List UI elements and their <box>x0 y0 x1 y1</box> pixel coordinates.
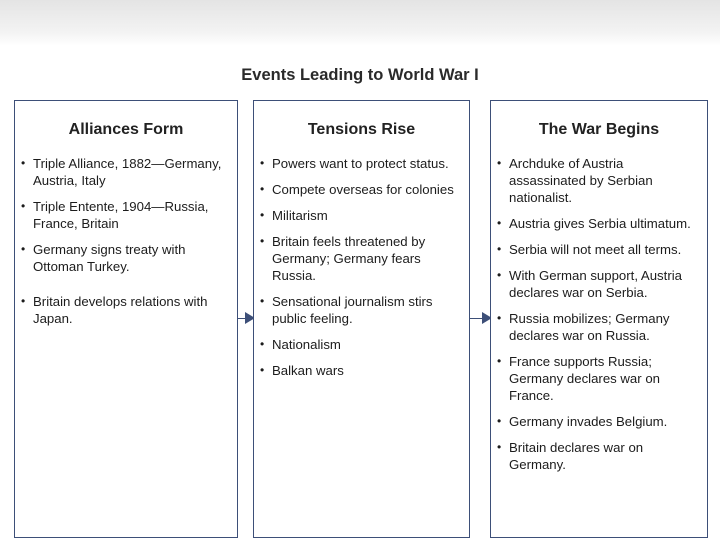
list-item: • Balkan wars <box>258 362 461 379</box>
panel-tensions-rise <box>253 100 470 538</box>
list-item: • France supports Russia; Germany declares war on France. <box>495 353 699 404</box>
flow-arrow-1 <box>238 318 251 319</box>
diagram-title: Events Leading to World War I <box>241 66 479 84</box>
list-item: • Triple Entente, 1904—Russia, France, Britain <box>19 198 229 232</box>
list-item: • Britain feels threatened by Germany; Germany fears Russia. <box>258 233 461 284</box>
list-item: • With German support, Austria declares war on Serbia. <box>495 267 699 301</box>
list-item: • Compete overseas for colonies <box>258 181 461 198</box>
panel-list <box>254 155 469 379</box>
list-item: • Sensational journalism stirs public feeling. <box>258 293 461 327</box>
list-item: • Nationalism <box>258 336 461 353</box>
list-item: • Austria gives Serbia ultimatum. <box>495 215 699 232</box>
panel-list <box>15 155 237 327</box>
list-item: • Archduke of Austria assassinated by Serbian nationalist. <box>495 155 699 206</box>
list-item: • Britain develops relations with Japan. <box>19 293 229 327</box>
panel-heading: Tensions Rise <box>307 121 416 138</box>
header-band <box>0 0 720 46</box>
list-item: • Germany signs treaty with Ottoman Turkey. <box>19 241 229 275</box>
list-item: • Britain declares war on Germany. <box>495 439 699 473</box>
panel-alliances-form <box>14 100 238 538</box>
panel-war-begins <box>490 100 708 538</box>
panel-list <box>491 155 707 473</box>
list-item: • Militarism <box>258 207 461 224</box>
flow-arrow-2 <box>470 318 488 319</box>
panel-heading: Alliances Form <box>68 121 184 138</box>
list-item: • Powers want to protect status. <box>258 155 461 172</box>
list-item: • Russia mobilizes; Germany declares war on Russia. <box>495 310 699 344</box>
list-item: • Triple Alliance, 1882—Germany, Austria, Italy <box>19 155 229 189</box>
list-item: • Serbia will not meet all terms. <box>495 241 699 258</box>
list-item: • Germany invades Belgium. <box>495 413 699 430</box>
panel-heading: The War Begins <box>538 121 660 138</box>
